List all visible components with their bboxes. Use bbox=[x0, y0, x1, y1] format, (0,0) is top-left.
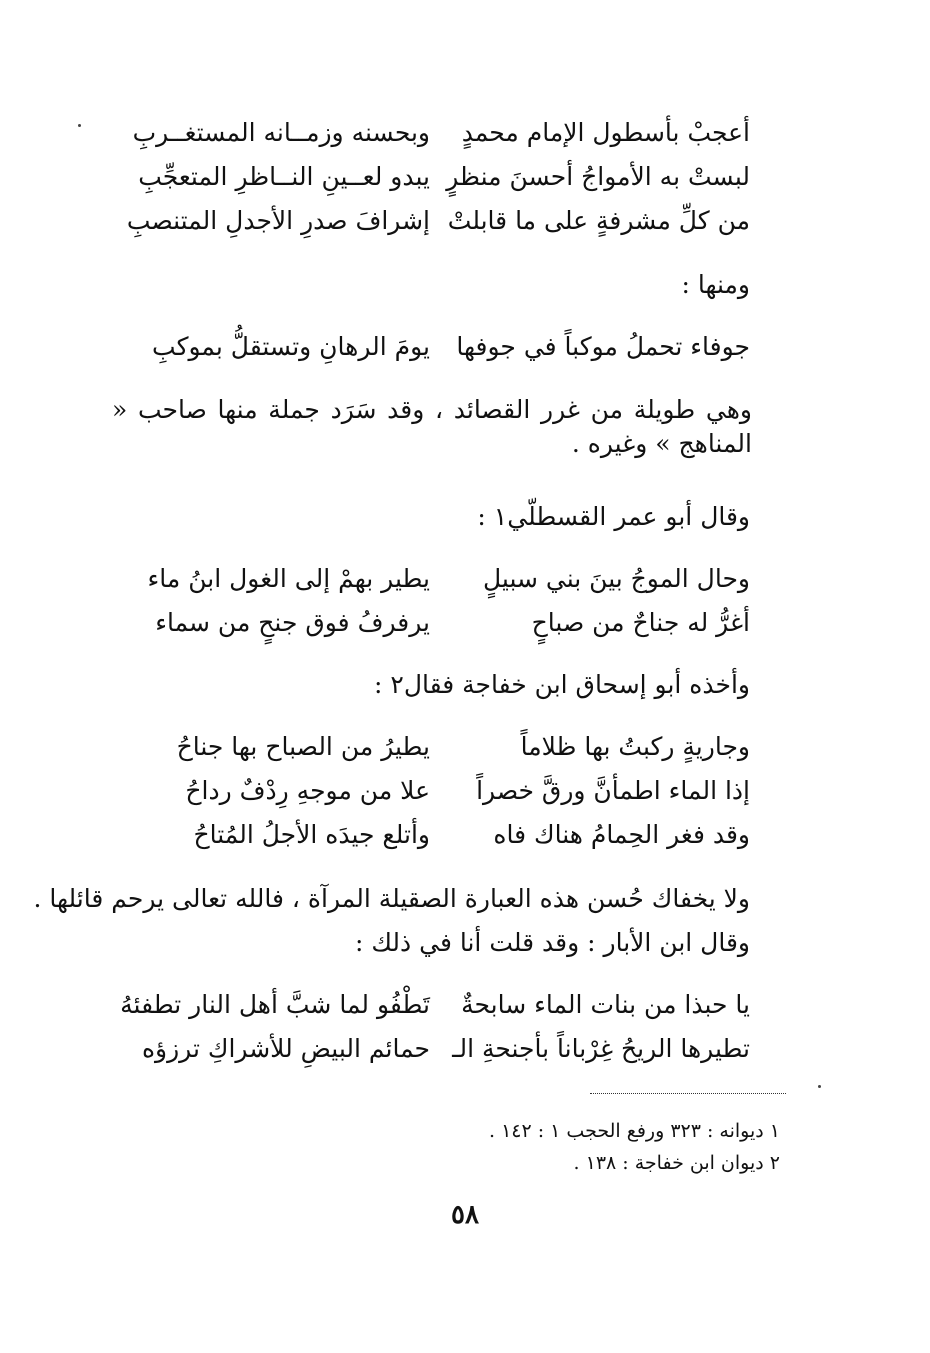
verse-second-hemistich: يبدو لعــينِ النــاظرِ المتعجِّبِ bbox=[138, 162, 430, 191]
verse-line bbox=[132, 116, 750, 150]
verse-first-hemistich: من كلِّ مشرفةٍ على ما قابلتْ bbox=[447, 206, 750, 235]
verse-line bbox=[140, 1032, 750, 1066]
verse-first-hemistich: وقد فغر الحِمامُ هناك فاه bbox=[493, 820, 750, 849]
prose-paragraph: ولا يخفاك حُسن هذه العبارة الصقيلة المرآة ، فالله تعالى يرحم قائلها . bbox=[33, 884, 750, 913]
intro-line: وأخذه أبو إسحاق ابن خفاجة فقال٢ : bbox=[374, 670, 750, 699]
verse-second-hemistich: يرفرفُ فوق جنحٍ من سماء bbox=[155, 608, 430, 637]
prose-paragraph: وهي طويلة من غرر القصائد ، وقد سَرَد جملة منها صاحب « المناهج » وغيره . bbox=[112, 395, 752, 458]
verse-line bbox=[140, 562, 750, 596]
verse-first-hemistich: وجاريةٍ ركبتُ بها ظلاماً bbox=[520, 732, 750, 761]
verse-second-hemistich: يومَ الرهانِ وتستقلُّ بموكبِ bbox=[152, 332, 430, 361]
verse-line bbox=[120, 988, 750, 1022]
page-number: ٥٨ bbox=[451, 1200, 479, 1230]
verse-first-hemistich: تطيرها الريحُ غِرْباناً بأجنحةِ الـ bbox=[452, 1034, 750, 1063]
verse-line bbox=[140, 330, 750, 364]
paper-speck bbox=[818, 1085, 821, 1088]
verse-second-hemistich: إشرافَ صدرِ الأجدلِ المتنصبِ bbox=[126, 206, 430, 235]
verse-first-hemistich: لبستْ به الأمواجُ أحسنَ منظرٍ bbox=[446, 162, 750, 191]
paper-speck bbox=[78, 124, 81, 127]
verse-line bbox=[140, 774, 750, 808]
footnote: ١ ديوانه : ٣٢٣ ورفع الحجب ١ : ١٤٢ . bbox=[488, 1120, 780, 1142]
verse-second-hemistich: علا من موجهِ رِدْفٌ رداحُ bbox=[185, 776, 430, 805]
verse-second-hemistich: وبحسنه وزمــانه المستغــربِ bbox=[132, 118, 430, 147]
verse-line bbox=[140, 730, 750, 764]
section-label: ومنها : bbox=[681, 270, 750, 299]
verse-line bbox=[140, 818, 750, 852]
verse-line bbox=[140, 606, 750, 640]
verse-line bbox=[126, 204, 750, 238]
verse-first-hemistich: أغرُّ له جناحٌ من صباحٍ bbox=[531, 608, 750, 637]
verse-second-hemistich: يطيرُ من الصباح بها جناحُ bbox=[176, 732, 430, 761]
verse-first-hemistich: يا حبذا من بنات الماء سابحةٌ bbox=[461, 990, 750, 1019]
verse-first-hemistich: جوفاء تحملُ موكباً في جوفها bbox=[456, 332, 750, 361]
verse-second-hemistich: تَطْفُو لما شبَّ أهل النار تطفئهُ bbox=[120, 990, 430, 1019]
verse-line bbox=[140, 160, 750, 194]
verse-second-hemistich: حمائم البيضِ للأشراكِ ترزؤه bbox=[141, 1034, 430, 1063]
footnote-separator bbox=[590, 1093, 786, 1094]
footnote: ٢ ديوان ابن خفاجة : ١٣٨ . bbox=[573, 1152, 780, 1174]
verse-first-hemistich: وحال الموجُ بينَ بني سبيلٍ bbox=[482, 564, 750, 593]
verse-first-hemistich: أعجبْ بأسطول الإمام محمدٍ bbox=[461, 118, 750, 147]
verse-first-hemistich: إذا الماء اطمأنَّ ورقَّ خصراً bbox=[476, 776, 750, 805]
verse-second-hemistich: يطير بهمْ إلى الغول ابنُ ماء bbox=[147, 564, 430, 593]
intro-line: وقال ابن الأبار : وقد قلت أنا في ذلك : bbox=[354, 928, 750, 957]
verse-second-hemistich: وأتلع جيدَه الأجلُ المُتاحُ bbox=[193, 820, 430, 849]
intro-line: وقال أبو عمر القسطلّي١ : bbox=[477, 502, 750, 531]
